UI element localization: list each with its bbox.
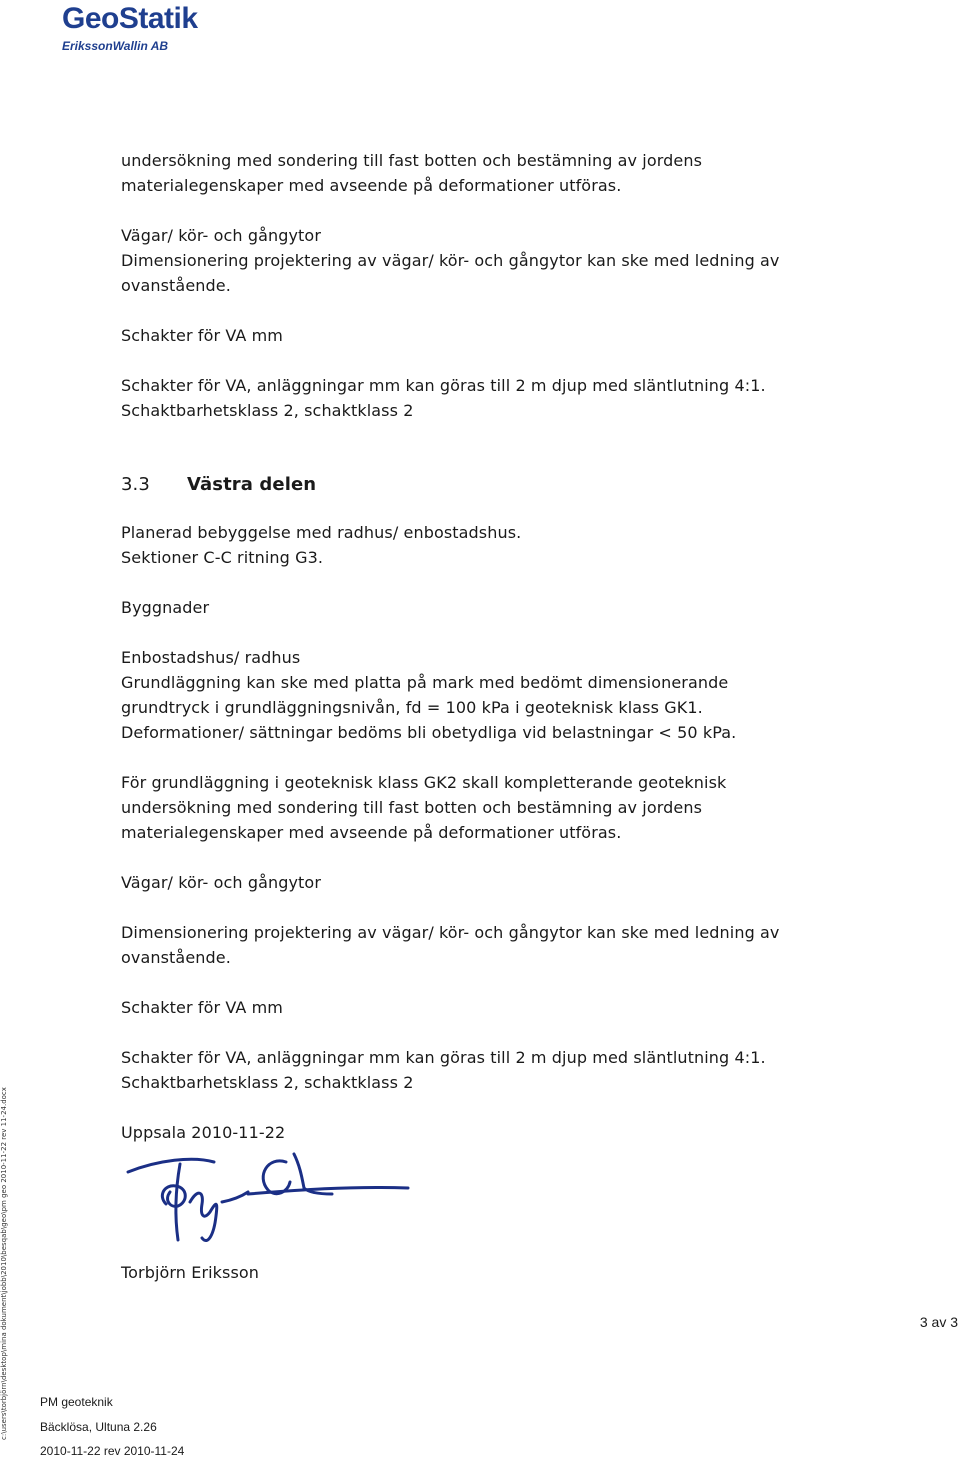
section-number: 3.3 (121, 474, 150, 495)
body-line: materialegenskaper med avseende på deformationer utföras. (121, 176, 622, 195)
body-line: Planerad bebyggelse med radhus/ enbostadshus. (121, 523, 522, 542)
body-line: Schakter för VA, anläggningar mm kan göras till 2 m djup med släntlutning 4:1. (121, 376, 766, 395)
body-line: Dimensionering projektering av vägar/ kör- och gångytor kan ske med ledning av (121, 923, 780, 942)
signatory-name: Torbjörn Eriksson (121, 1263, 260, 1282)
body-line: undersökning med sondering till fast botten och bestämning av jordens (121, 798, 703, 817)
body-line: Dimensionering projektering av vägar/ kör- och gångytor kan ske med ledning av (121, 251, 780, 270)
footer-location: Bäcklösa, Ultuna 2.26 (40, 1420, 157, 1434)
company-name: GeoStatik (62, 2, 198, 35)
body-line: Sektioner C-C ritning G3. (121, 548, 324, 567)
body-line: undersökning med sondering till fast botten och bestämning av jordens (121, 151, 703, 170)
body-line: Schakter för VA, anläggningar mm kan göras till 2 m djup med släntlutning 4:1. (121, 1048, 766, 1067)
body-line: ovanstående. (121, 948, 231, 967)
subheading: Enbostadshus/ radhus (121, 648, 301, 667)
place-date: Uppsala 2010-11-22 (121, 1123, 286, 1142)
subheading: Schakter för VA mm (121, 998, 283, 1017)
body-line: Schaktbarhetsklass 2, schaktklass 2 (121, 1073, 414, 1092)
subheading: Byggnader (121, 598, 210, 617)
footer-date: 2010-11-22 rev 2010-11-24 (40, 1444, 185, 1458)
company-subtitle: ErikssonWallin AB (62, 39, 169, 53)
body-line: materialegenskaper med avseende på deformationer utföras. (121, 823, 622, 842)
company-logo (62, 2, 198, 53)
subheading: Vägar/ kör- och gångytor (121, 873, 322, 892)
file-path: c:\users\torbjörn\desktop\mina dokument\jobb\2010\besqab\geo\pm geo 2010-11-22 rev 11-24.docx (0, 1087, 8, 1440)
body-line: Schaktbarhetsklass 2, schaktklass 2 (121, 401, 414, 420)
body-line: Grundläggning kan ske med platta på mark med bedömt dimensionerande (121, 673, 729, 692)
signature-image (118, 1142, 418, 1252)
subheading: Vägar/ kör- och gångytor (121, 226, 322, 245)
body-line: grundtryck i grundläggningsnivån, fd = 100 kPa i geoteknisk klass GK1. (121, 698, 703, 717)
body-line: ovanstående. (121, 276, 231, 295)
body-line: Deformationer/ sättningar bedöms bli obetydliga vid belastningar < 50 kPa. (121, 723, 737, 742)
section-heading (121, 475, 316, 495)
body-line: För grundläggning i geoteknisk klass GK2 skall kompletterande geoteknisk (121, 773, 727, 792)
subheading: Schakter för VA mm (121, 326, 283, 345)
page-number: 3 av 3 (919, 1314, 958, 1330)
section-title: Västra delen (187, 474, 317, 495)
footer-doc-type: PM geoteknik (40, 1395, 113, 1409)
